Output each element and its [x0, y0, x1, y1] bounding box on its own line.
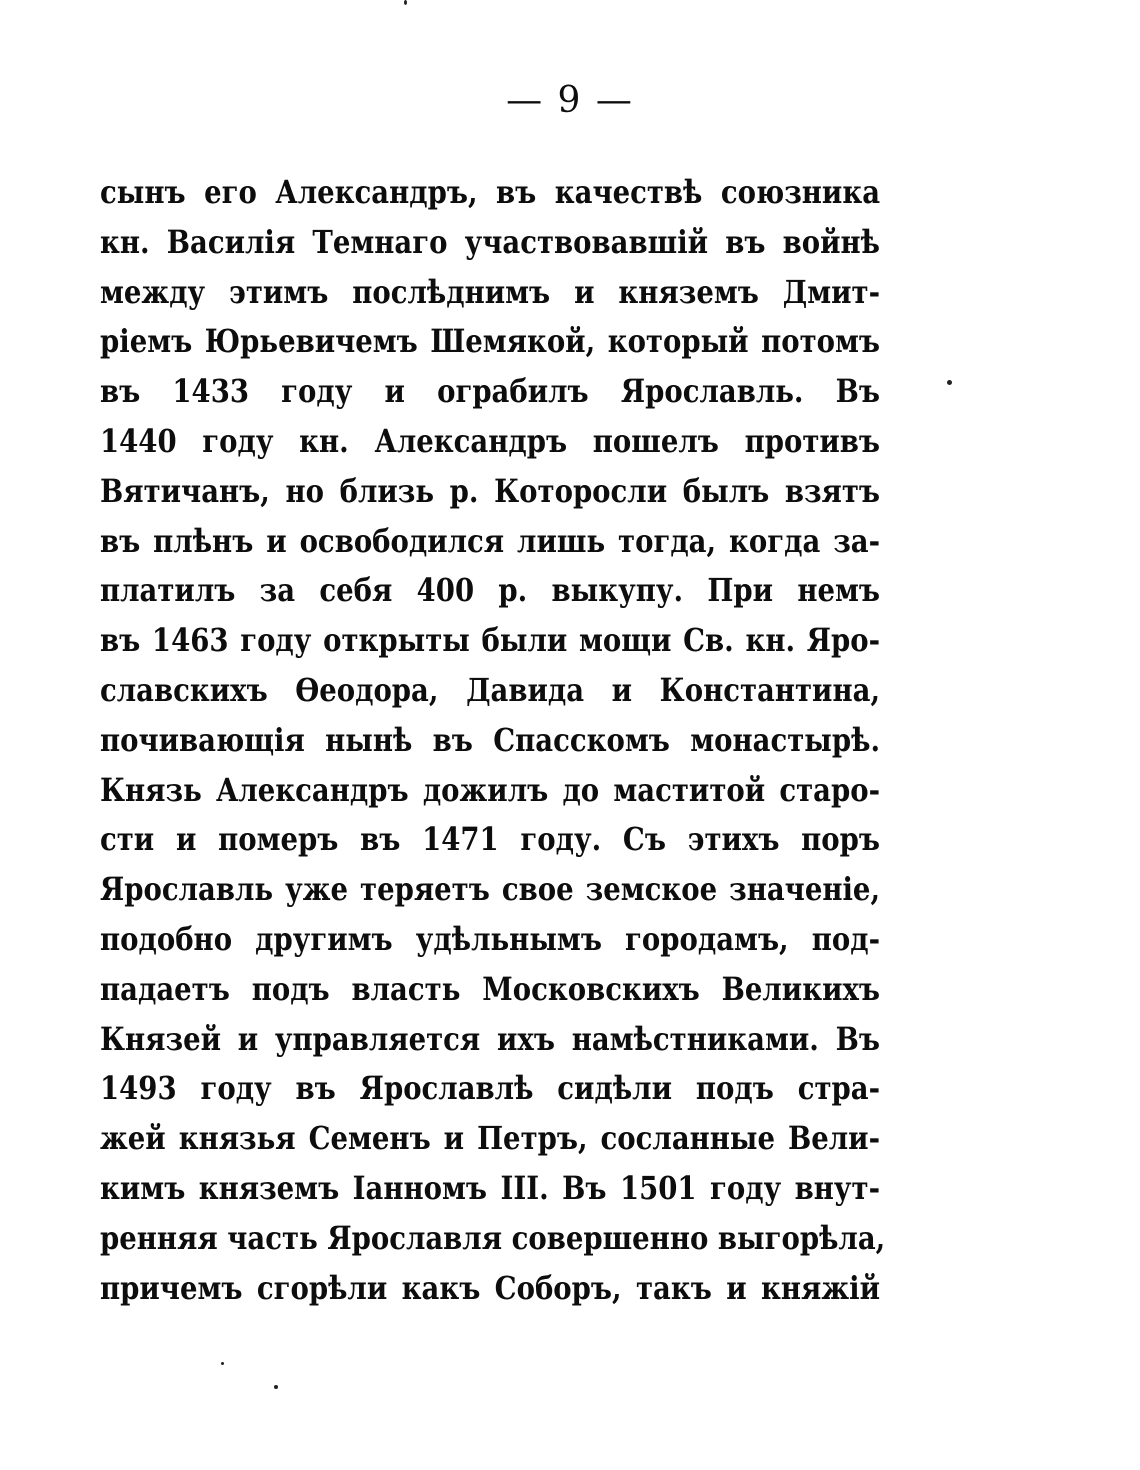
page-number: — 9 —	[506, 80, 634, 121]
text-line: славскихъ Ѳеодора, Давида и Константина,	[100, 670, 881, 709]
text-line: въ плѣнъ и освободился лишь тогда, когда за-	[100, 521, 881, 560]
text-line: сти и померъ въ 1471 году. Съ этихъ поръ	[100, 820, 881, 859]
text-line: падаетъ подъ власть Московскихъ Великихъ	[100, 969, 881, 1008]
scan-speck	[947, 380, 952, 385]
text-line: почивающія нынѣ въ Спасскомъ монастырѣ.	[100, 720, 881, 759]
text-line: сынъ его Александръ, въ качествѣ союзника	[100, 173, 881, 211]
text-line: въ 1463 году открыты были мощи Св. кн. Яро-	[100, 621, 881, 660]
text-line: 1493 году въ Ярославлѣ сидѣли подъ стра-	[100, 1069, 881, 1108]
text-line: Князей и управляется ихъ намѣстниками. Въ	[100, 1019, 881, 1058]
text-line: Князь Александръ дожилъ до маститой старо-	[100, 770, 881, 809]
text-line: платилъ за себя 400 р. выкупу. При немъ	[100, 571, 881, 610]
text-line: въ 1433 году и ограбилъ Ярославль. Въ	[100, 372, 881, 411]
text-line: ріемъ Юрьевичемъ Шемякой, который потомъ	[100, 322, 881, 361]
text-line: кимъ княземъ Іанномъ III. Въ 1501 году внут-	[100, 1168, 881, 1207]
text-line: причемъ сгорѣли какъ Соборъ, такъ и княжій	[100, 1268, 881, 1307]
body-text	[100, 168, 886, 1313]
text-line: жей князья Семенъ и Петръ, сосланные Вели-	[100, 1119, 881, 1158]
text-line: между этимъ послѣднимъ и княземъ Дмит-	[100, 272, 881, 311]
scan-speck	[404, 0, 407, 5]
text-line: 1440 году кн. Александръ пошелъ противъ	[100, 421, 881, 460]
text-line: Вятичанъ, но близь р. Которосли былъ взятъ	[100, 471, 881, 510]
text-line: подобно другимъ удѣльнымъ городамъ, под-	[100, 919, 881, 958]
text-line: кн. Василія Темнаго участвовавшій въ войнѣ	[100, 222, 881, 261]
text-line: ренняя часть Ярославля совершенно выгорѣла,	[100, 1218, 886, 1257]
scan-speck	[274, 1385, 278, 1389]
scan-speck	[221, 1362, 224, 1365]
text-line: Ярославль уже теряетъ свое земское значеніе,	[100, 870, 881, 909]
